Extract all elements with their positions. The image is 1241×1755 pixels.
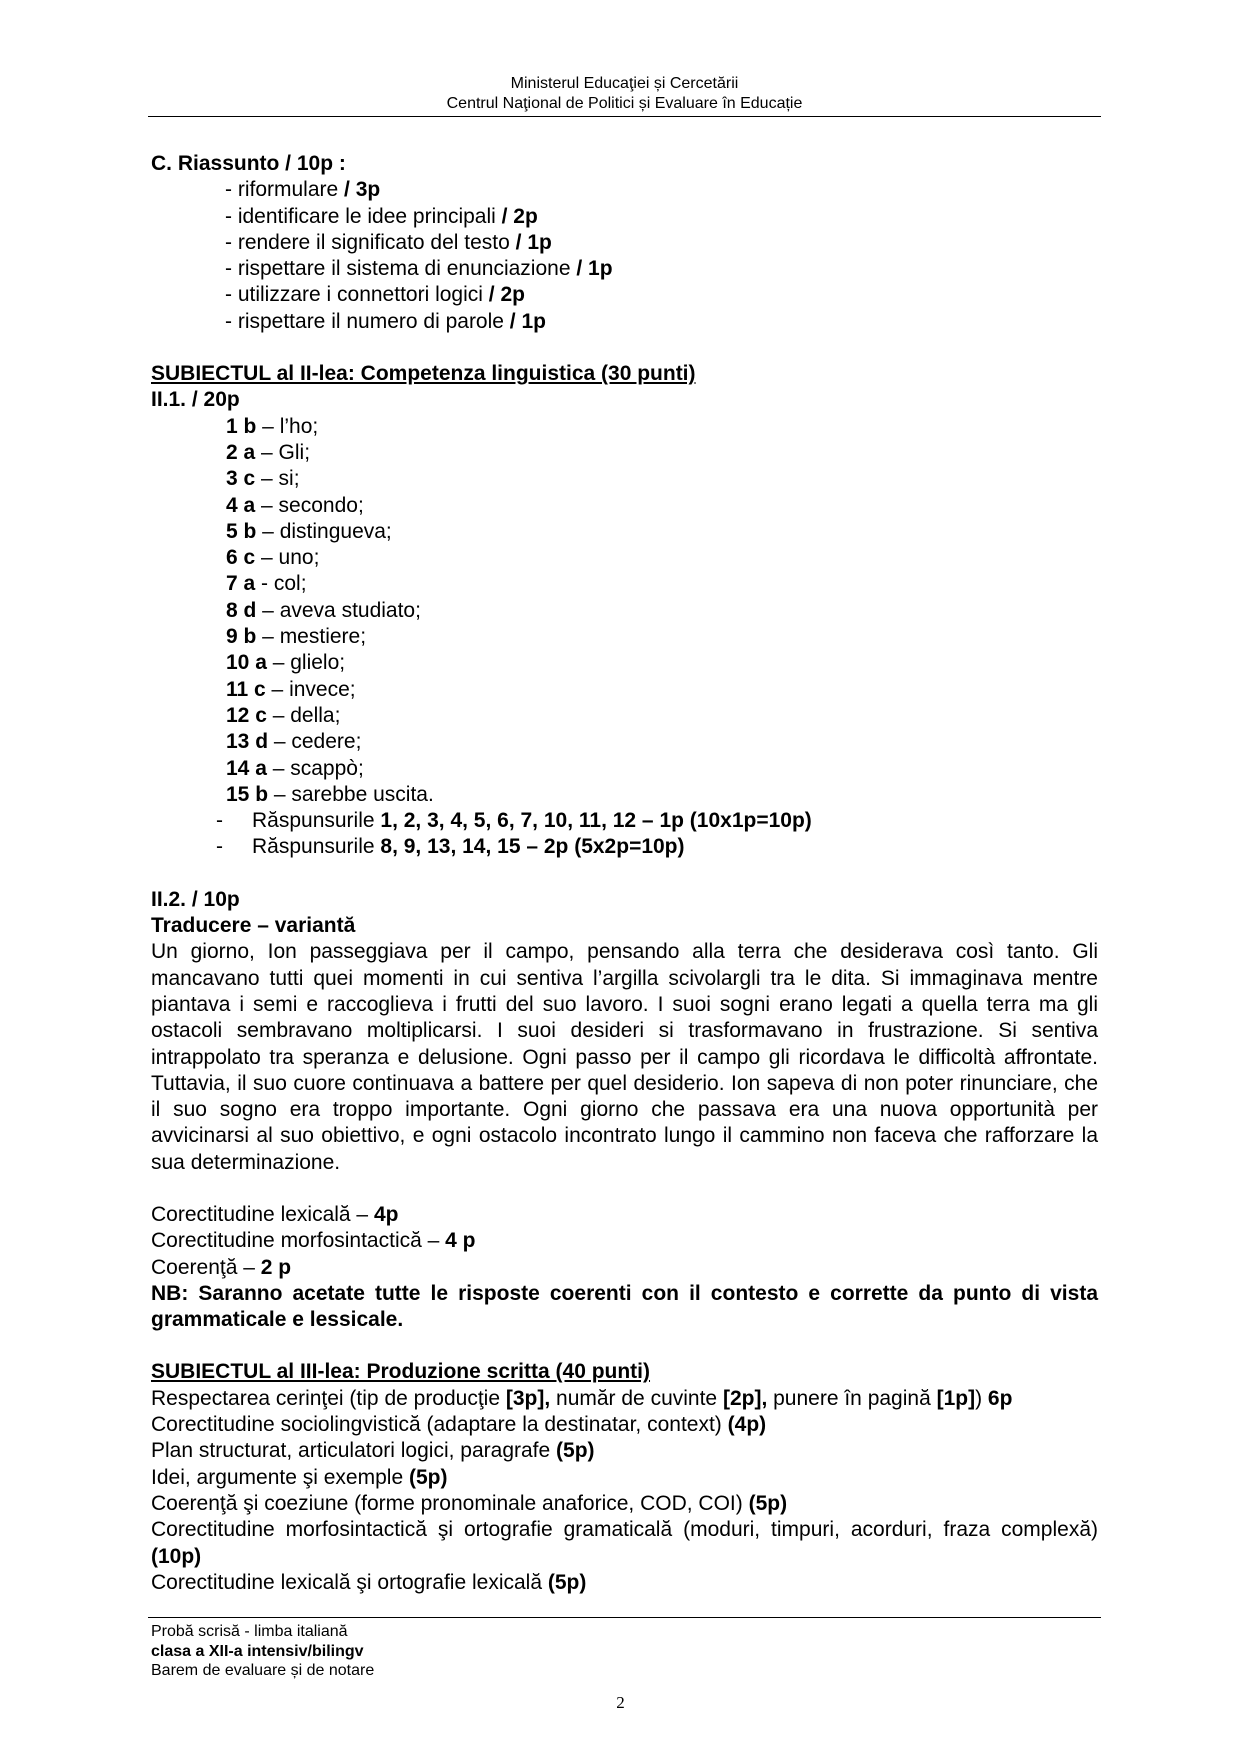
footer-class: clasa a XII-a intensiv/bilingv: [151, 1642, 364, 1660]
production-criteria-list: [151, 1412, 1098, 1596]
answer-text: – della;: [266, 703, 341, 727]
criterion-label: Corectitudine lexicală –: [151, 1202, 374, 1226]
riassunto-item-points: / 2p: [488, 283, 525, 307]
subiectul-2-title: SUBIECTUL al II-lea: Competenza linguistica (30 punti): [151, 362, 696, 386]
scoring-label: Răspunsurile: [252, 835, 381, 859]
answer-item: [151, 729, 1098, 755]
answer-text: – si;: [255, 467, 300, 491]
answer-text: – sarebbe uscita.: [268, 782, 434, 806]
production-criterion: [151, 1412, 1098, 1438]
riassunto-item-points: / 3p: [344, 178, 381, 202]
scoring-line: [151, 834, 1098, 860]
criterion-points: 2 p: [260, 1255, 292, 1279]
criterion-line: [151, 1255, 1098, 1281]
page-number: 2: [616, 1693, 625, 1712]
riassunto-item: [151, 177, 1098, 203]
answer-item: [151, 677, 1098, 703]
answer-text: – uno;: [255, 546, 320, 570]
riassunto-list: [151, 177, 1098, 335]
criterion-line: [151, 1228, 1098, 1254]
riassunto-item-points: / 1p: [576, 257, 613, 281]
riassunto-item-text: - rendere il significato del testo: [225, 230, 516, 254]
translation-subtitle: Traducere – variantă: [151, 914, 356, 938]
scoring-value: 8, 9, 13, 14, 15 – 2p (5x2p=10p): [380, 835, 685, 859]
footer-divider: [148, 1617, 1101, 1618]
production-criterion-points: (5p): [556, 1439, 595, 1463]
production-criterion-points: (10p): [151, 1544, 202, 1568]
production-criterion: [151, 1491, 1098, 1517]
translation-text: Un giorno, Ion passeggiava per il campo, pensando alla terra che desiderava così tanto. Gli mancavano tutti quei momenti in cui sentiva l’argilla scivolargli tra le dita. Si immaginava mentre piantava i semi e raccoglieva i frutti del suo lavoro. I suoi sogni erano legati a quella terra ma gli ostacoli sembravano moltiplicarsi. I suoi desideri si trasformavano in frustrazione. Si sentiva intrappolato tra speranza e delusione. Ogni passo per il campo gli ricordava le difficoltà affrontate. Tuttavia, il suo cuore continuava a battere per quel desiderio. Ion sapeva di non poter rinunciare, che il suo sogno era troppo importante. Ogni giorno che passava era una nuova opportunità per avvicinarsi al suo obiettivo, e ogni ostacolo incontrato lungo il cammino non faceva che rafforzare la sua determinazione.: [151, 940, 1098, 1174]
nb-note: NB: Saranno acetate tutte le risposte coerenti con il contesto e corrette da punto di vista grammaticale e lessicale.: [151, 1281, 1098, 1332]
answer-item: [151, 440, 1098, 466]
scoring-label: Răspunsurile: [252, 809, 381, 833]
scoring-line: [151, 808, 1098, 834]
riassunto-item-text: - identificare le idee principali: [225, 204, 502, 228]
answer-key: 8 d: [226, 598, 257, 622]
production-criterion-points: (5p): [748, 1491, 788, 1515]
answer-item: [151, 650, 1098, 676]
answer-text: – invece;: [265, 677, 356, 701]
answer-item: [151, 703, 1098, 729]
production-criterion-points: (5p): [408, 1465, 448, 1489]
riassunto-item-text: - rispettare il sistema di enunciazione: [225, 257, 577, 281]
answer-key: 10 a: [226, 651, 267, 675]
answer-text: – distingueva;: [256, 519, 392, 543]
production-criterion-text: Corectitudine morfosintactică şi ortografie gramaticală (moduri, timpuri, acorduri, fraza complexă): [151, 1518, 1098, 1542]
production-criterion-points: (5p): [547, 1570, 587, 1594]
answer-key: 15 b: [226, 782, 269, 806]
riassunto-item: [151, 282, 1098, 308]
criterion-label: Coerenţă –: [151, 1255, 261, 1279]
answer-key: 3 c: [226, 467, 256, 491]
answer-key: 7 a: [226, 572, 256, 596]
answer-key: 9 b: [226, 625, 257, 649]
criterion-label: Corectitudine morfosintactică –: [151, 1229, 446, 1253]
answer-key: 12 c: [226, 703, 267, 727]
production-criterion: [151, 1465, 1098, 1491]
riassunto-item-points: / 1p: [509, 309, 546, 333]
answer-item: [151, 493, 1098, 519]
answer-item: [151, 756, 1098, 782]
answer-item: [151, 466, 1098, 492]
answer-key: 14 a: [226, 756, 267, 780]
riassunto-item-text: - riformulare: [225, 178, 345, 202]
header-divider: [148, 116, 1101, 117]
production-criterion-text: Plan structurat, articulatori logici, paragrafe: [151, 1439, 557, 1463]
scoring-dash: -: [216, 809, 223, 833]
riassunto-item-points: / 1p: [515, 230, 552, 254]
production-criterion-text: Corectitudine lexicală şi ortografie lexicală: [151, 1570, 548, 1594]
answer-text: – glielo;: [266, 651, 346, 675]
riassunto-item-points: / 2p: [501, 204, 538, 228]
answer-key: 5 b: [226, 519, 257, 543]
criterion-line: [151, 1202, 1098, 1228]
riassunto-item: [151, 256, 1098, 282]
answer-text: - col;: [255, 572, 307, 596]
scoring-value: 1, 2, 3, 4, 5, 6, 7, 10, 11, 12 – 1p (10x1p=10p): [380, 809, 812, 833]
answer-key: 6 c: [226, 546, 256, 570]
center-name: Centrul Naţional de Politici și Evaluare în Educație: [446, 95, 803, 112]
riassunto-item: [151, 309, 1098, 335]
answer-item: [151, 571, 1098, 597]
ministry-name: Ministerul Educaţiei și Cercetării: [510, 75, 739, 92]
page-footer: [151, 1622, 374, 1681]
answer-key: 13 d: [226, 730, 269, 754]
production-criterion: [151, 1570, 1098, 1596]
answer-item: [151, 624, 1098, 650]
answer-text: – secondo;: [255, 493, 364, 517]
production-criterion-points: (4p): [727, 1413, 767, 1437]
answer-text: – l’ho;: [256, 414, 319, 438]
scoring-dash: -: [216, 835, 223, 859]
answer-item: [151, 545, 1098, 571]
criteria-list: [151, 1202, 1098, 1281]
answer-item: [151, 598, 1098, 624]
answer-text: – cedere;: [268, 730, 362, 754]
production-criterion: [151, 1438, 1098, 1464]
answer-item: [151, 782, 1098, 808]
answer-text: – Gli;: [255, 440, 311, 464]
answer-key: 2 a: [226, 440, 256, 464]
subiectul-3-title: SUBIECTUL al III-lea: Produzione scritta (40 punti): [151, 1360, 651, 1384]
riassunto-item-text: - utilizzare i connettori logici: [225, 283, 489, 307]
riassunto-item: [151, 230, 1098, 256]
page-header: [148, 74, 1101, 114]
criterion-points: 4p: [373, 1202, 399, 1226]
footer-exam: Probă scrisă - limba italiană: [151, 1623, 348, 1640]
document-body: [151, 151, 1098, 1596]
answer-text: – mestiere;: [256, 625, 367, 649]
requirement-line: Respectarea cerinţei (tip de producţie [3p], număr de cuvinte [2p], punere în pagină [1p]) 6p: [151, 1386, 1013, 1410]
answer-key: 11 c: [226, 677, 266, 701]
answer-text: – scappò;: [266, 756, 364, 780]
production-criterion-text: Idei, argumente şi exemple: [151, 1465, 409, 1489]
footer-barem: Barem de evaluare și de notare: [151, 1662, 375, 1679]
answer-key: 4 a: [226, 493, 256, 517]
riassunto-title: C. Riassunto / 10p :: [151, 152, 346, 175]
answer-item: [151, 414, 1098, 440]
riassunto-item-text: - rispettare il numero di parole: [225, 309, 510, 333]
production-criterion-text: Coerenţă şi coeziune (forme pronominale anaforice, COD, COI): [151, 1491, 749, 1515]
answer-item: [151, 519, 1098, 545]
answers-list: [151, 414, 1098, 808]
riassunto-item: [151, 204, 1098, 230]
scoring-list: [151, 808, 1098, 861]
production-criterion-text: Corectitudine sociolingvistică (adaptare la destinatar, context): [151, 1413, 728, 1437]
criterion-points: 4 p: [445, 1229, 476, 1253]
answer-text: – aveva studiato;: [256, 598, 421, 622]
ii1-title: II.1. / 20p: [151, 388, 240, 412]
answer-key: 1 b: [226, 414, 257, 438]
production-criterion: [151, 1517, 1098, 1570]
ii2-title: II.2. / 10p: [151, 887, 240, 911]
